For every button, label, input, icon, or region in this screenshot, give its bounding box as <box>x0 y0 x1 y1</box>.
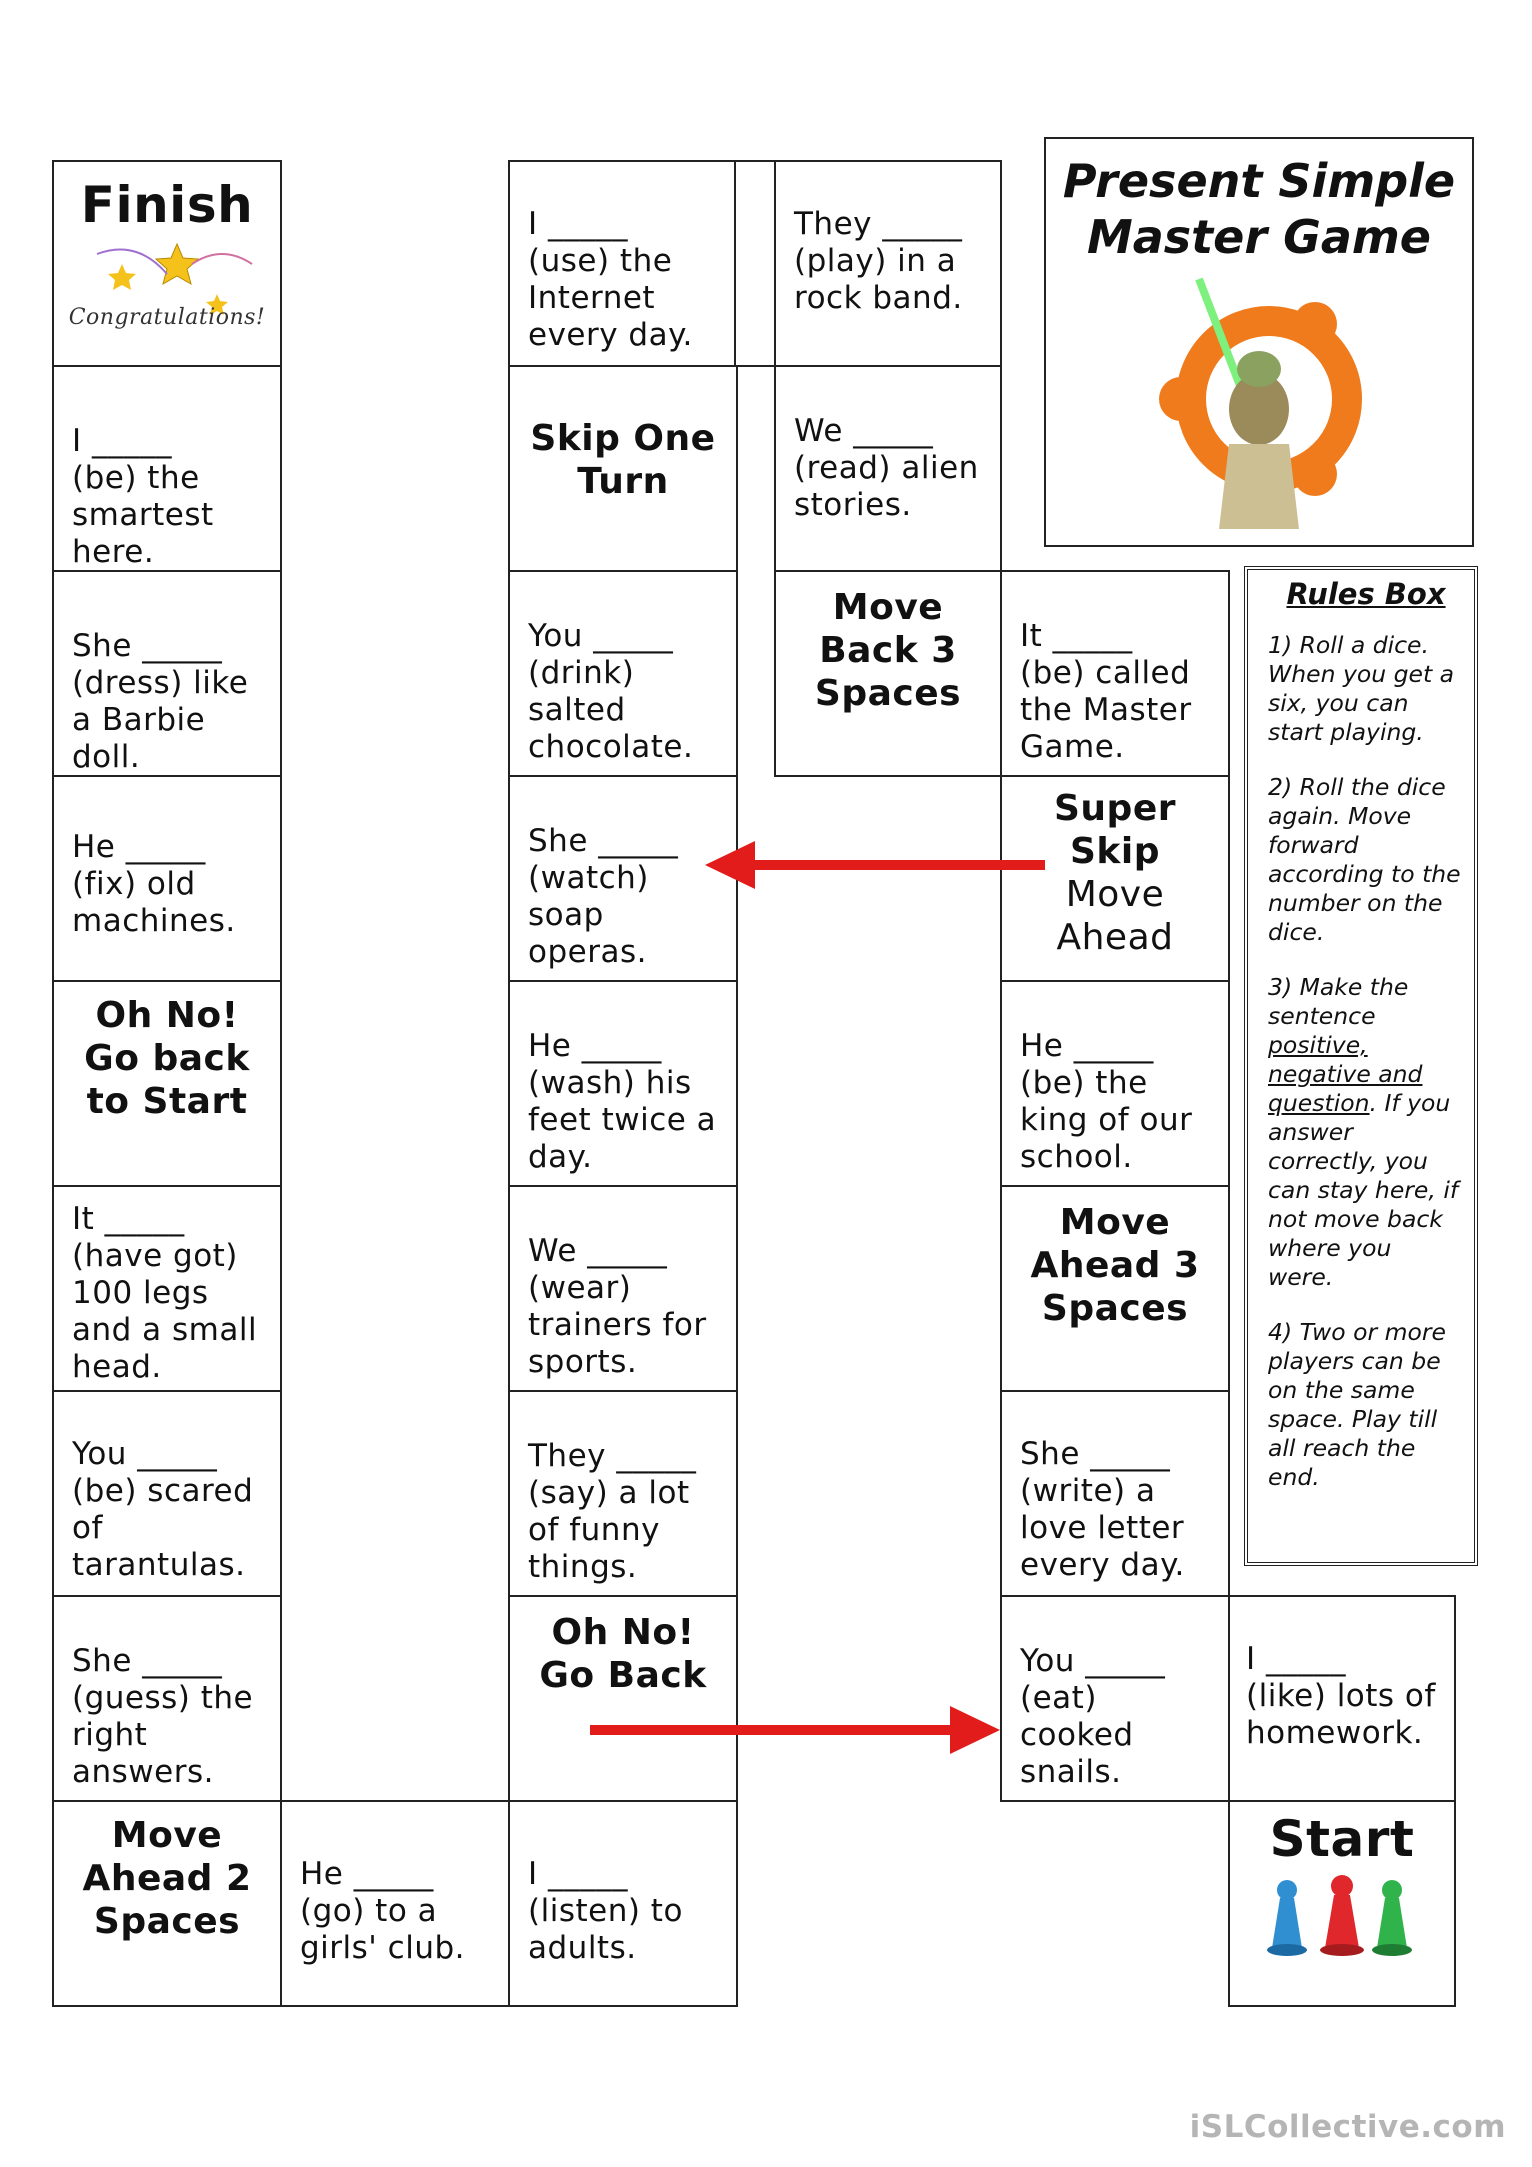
square-c5r7: She _____ (write) a love letter every day. <box>1000 1390 1230 1597</box>
move-ahead-label: Move Ahead <box>1056 874 1174 958</box>
watermark: iSLCollective.com <box>1189 2109 1506 2145</box>
square-c4r1: They _____ (play) in a rock band. <box>774 160 1002 367</box>
svg-text:Congratulations!: Congratulations! <box>68 305 266 330</box>
square-c1r2: I _____ (be) the smartest here. <box>52 365 282 572</box>
square-c3r2: Skip One Turn <box>508 365 738 572</box>
square-c2r9: He _____ (go) to a girls' club. <box>280 1800 510 2007</box>
square-c5r5: He _____ (be) the king of our school. <box>1000 980 1230 1187</box>
finish-square <box>52 160 282 367</box>
rules-box <box>1244 566 1478 1566</box>
congratulations-stars-icon <box>67 234 267 344</box>
rule-4: 4) Two or more players can be on the same space. Play till all reach the end. <box>1268 1318 1446 1491</box>
rule-3: 3) Make the sentence positive, negative and question. If you answer correctly, you can stay here, if not move back where you were. <box>1268 973 1459 1291</box>
square-c4r2: We _____ (read) alien stories. <box>774 365 1002 572</box>
square-c5r3: It _____ (be) called the Master Game. <box>1000 570 1230 777</box>
divider <box>734 160 776 367</box>
rule-2: 2) Roll the dice again. Move forward according to the number on the dice. <box>1268 773 1461 946</box>
square-c3r6: We _____ (wear) trainers for sports. <box>508 1185 738 1392</box>
square-c5r8: You _____ (eat) cooked snails. <box>1000 1595 1230 1802</box>
start-square <box>1228 1800 1456 2007</box>
square-c1r8: She _____ (guess) the right answers. <box>52 1595 282 1802</box>
rule-1: 1) Roll a dice. When you get a six, you can start playing. <box>1268 631 1455 746</box>
square-c3r1: I _____ (use) the Internet every day. <box>508 160 736 367</box>
square-c5r6: Move Ahead 3 Spaces <box>1000 1185 1230 1392</box>
square-c6r8: I _____ (like) lots of homework. <box>1228 1595 1456 1802</box>
square-c3r9: I _____ (listen) to adults. <box>508 1800 738 2007</box>
square-c3r5: He _____ (wash) his feet twice a day. <box>508 980 738 1187</box>
square-c4r3: Move Back 3 Spaces <box>774 570 1002 777</box>
square-c1r6: It _____ (have got) 100 legs and a small head. <box>52 1185 282 1392</box>
jedi-ubuntu-logo-icon <box>1129 269 1389 539</box>
square-c3r8: Oh No! Go Back <box>508 1595 738 1802</box>
finish-label: Finish <box>80 176 254 234</box>
title-line2: Master Game <box>1086 210 1431 264</box>
square-c1r4: He _____ (fix) old machines. <box>52 775 282 982</box>
arrow-right-icon <box>585 1700 1005 1760</box>
start-label: Start <box>1269 1810 1415 1868</box>
square-c3r3: You _____ (drink) salted chocolate. <box>508 570 738 777</box>
rules-heading: Rules Box <box>1286 577 1446 611</box>
title-line1: Present Simple <box>1062 154 1456 208</box>
game-pawns-icon <box>1242 1868 1442 1968</box>
square-c3r7: They _____ (say) a lot of funny things. <box>508 1390 738 1597</box>
square-c1r9: Move Ahead 2 Spaces <box>52 1800 282 2007</box>
square-c1r5: Oh No! Go back to Start <box>52 980 282 1187</box>
square-c3r4: She _____ (watch) soap operas. <box>508 775 738 982</box>
arrow-left-icon <box>700 835 1050 895</box>
square-c1r3: She _____ (dress) like a Barbie doll. <box>52 570 282 777</box>
title-box <box>1044 137 1474 547</box>
square-c1r7: You _____ (be) scared of tarantulas. <box>52 1390 282 1597</box>
super-skip-label: Super Skip <box>1054 788 1176 872</box>
